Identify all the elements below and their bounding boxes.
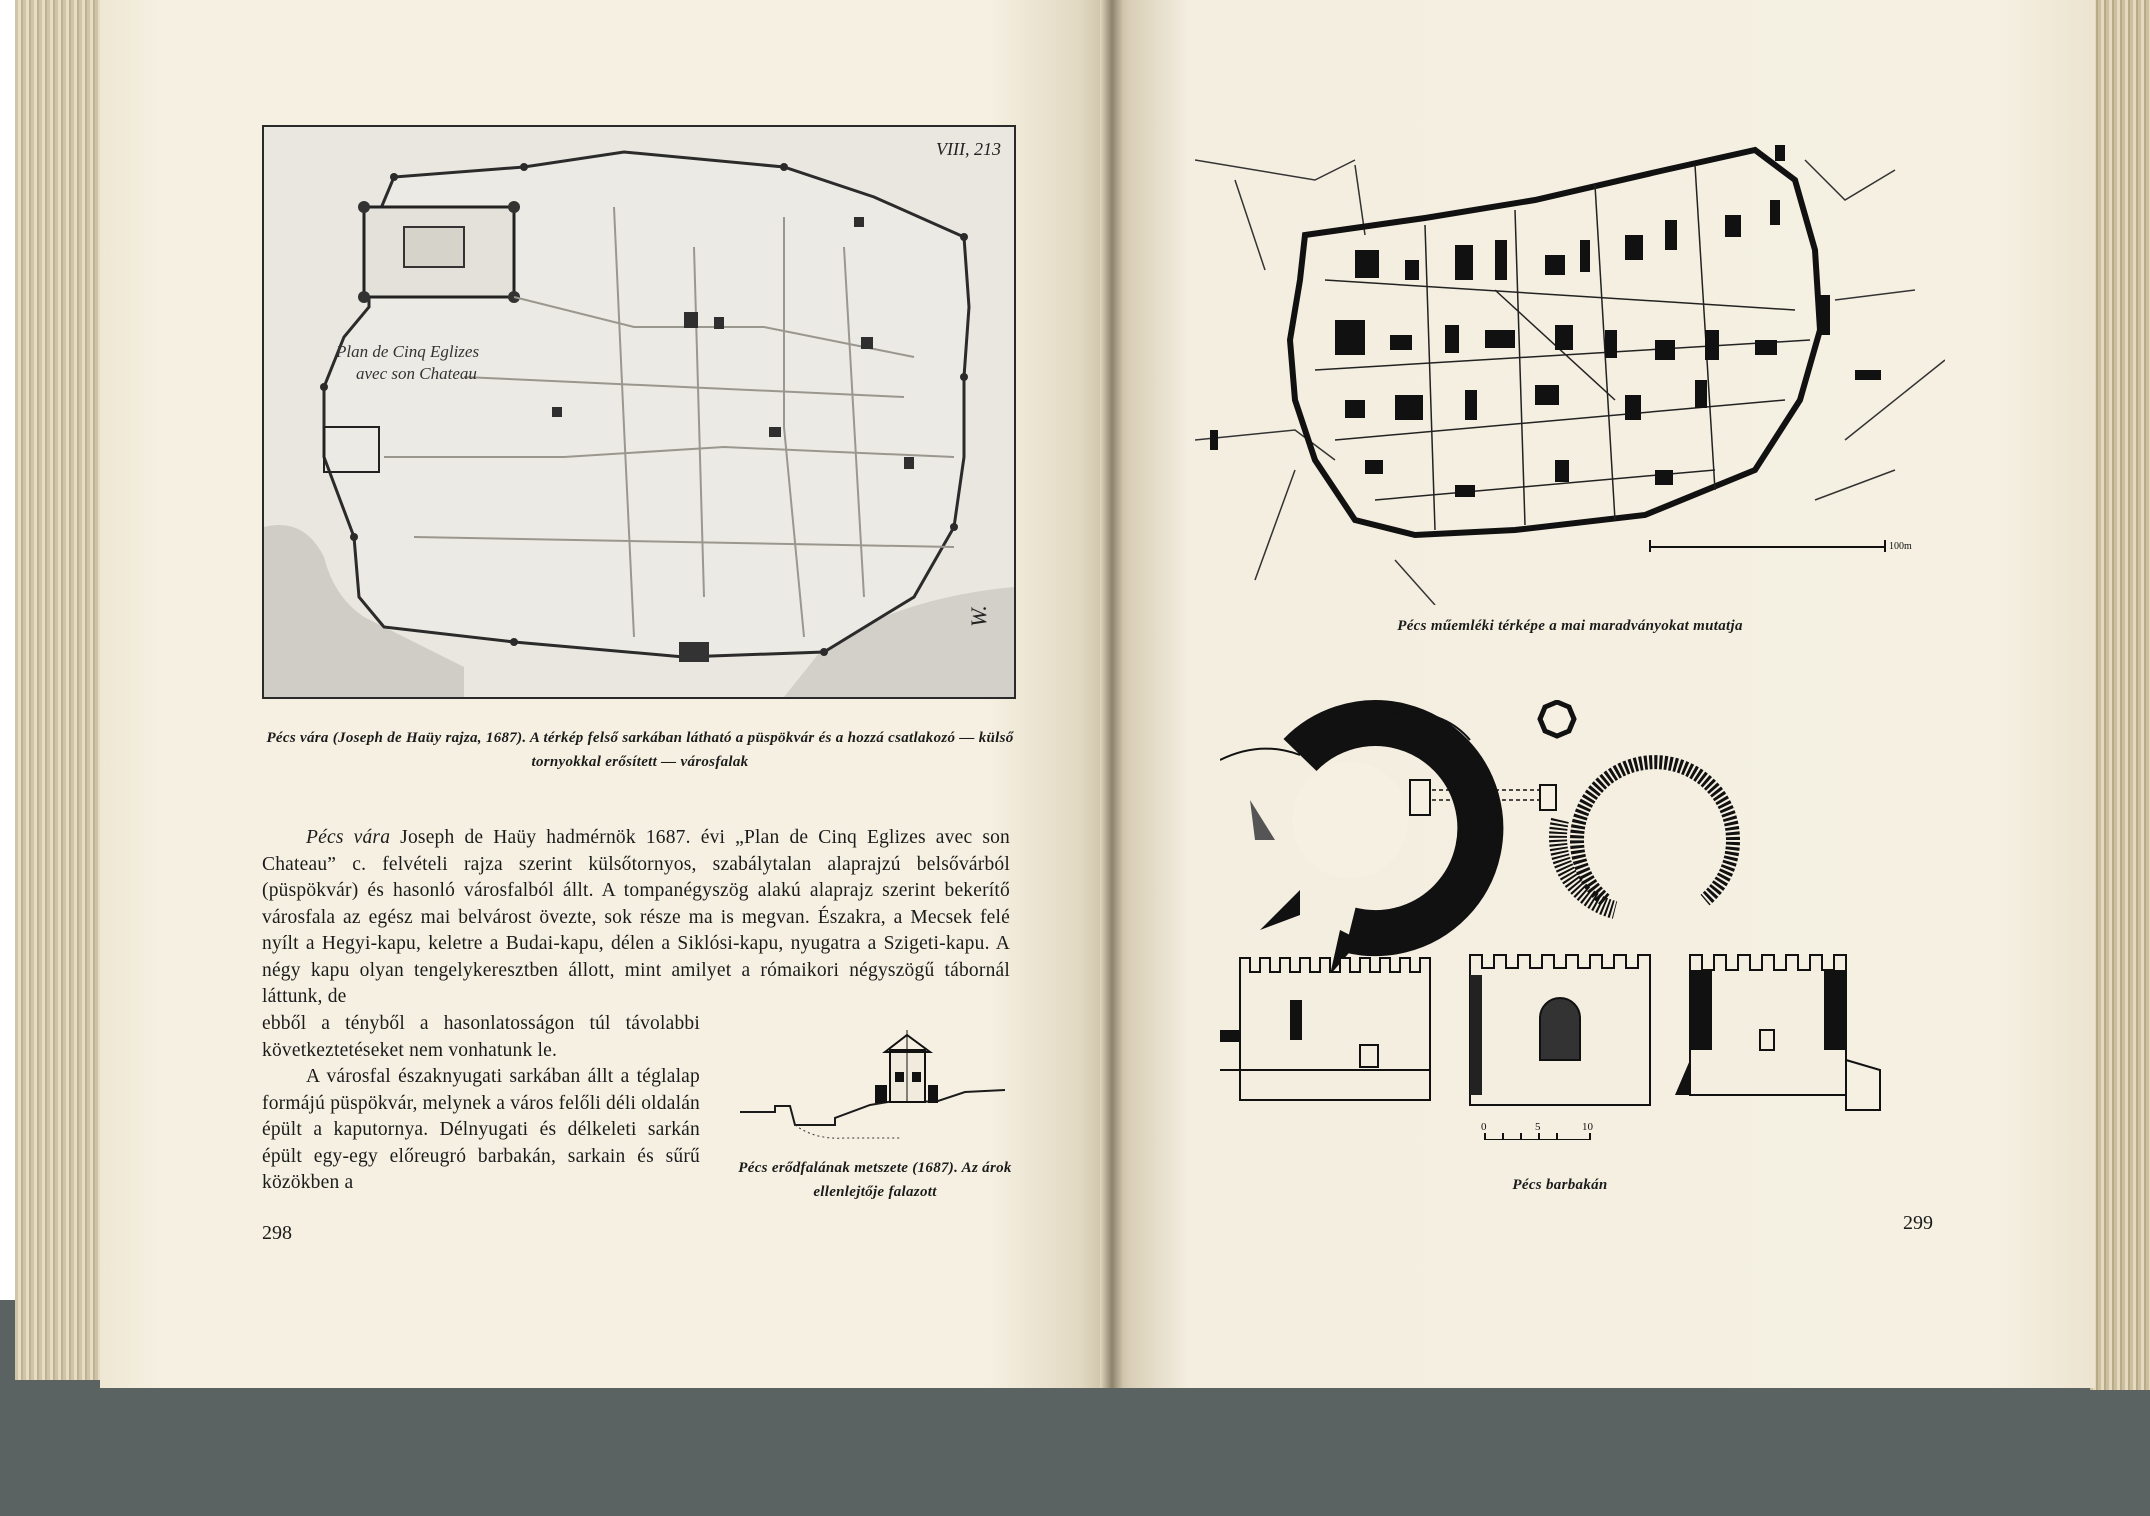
- fortress-map-drawing: [264, 127, 1014, 697]
- barbican-plan-left: [1220, 713, 1540, 975]
- fortress-wall-section-drawing: [735, 1030, 1010, 1145]
- paragraph-lead-italic: Pécs vára: [306, 827, 391, 848]
- barbican-elevation-3: [1675, 955, 1880, 1110]
- book-page-edges-left: [15, 0, 110, 1380]
- map-compass-w: W.: [966, 605, 991, 627]
- svg-text:avec son Chateau: avec son Chateau: [356, 364, 477, 383]
- book-gutter: [1100, 0, 1124, 1388]
- barbican-elevation-2: [1470, 955, 1650, 1105]
- map-handwritten-title: Plan de Cinq Eglizes: [336, 342, 480, 361]
- figure-caption-wall-section: Pécs erődfalának metszete (1687). Az árok ellenlejtője falazott: [738, 1160, 1012, 1200]
- map-archive-number: VIII, 213: [936, 139, 1001, 159]
- book-page-edges-right: [2090, 0, 2150, 1390]
- body-narrow-column: [262, 1011, 700, 1197]
- paragraph-1-continuation: ebből a tényből a hasonlatosságon túl távolabbi következtetéseket nem vonhatunk le.: [262, 1013, 700, 1061]
- body-paragraph-1: [262, 825, 1010, 1011]
- body-paragraph-2: A városfal északnyugati sarkában állt a téglalap formájú püspökvár, melynek a város felőli déli oldalán épült a kaputornya. Délnyugati és délkeleti sarkán épült egy-egy előreugró barbakán, sarkain és sűrű közökben a: [262, 1066, 700, 1193]
- page-number-left: 298: [262, 1222, 292, 1244]
- page-number-right: 299: [1903, 1212, 1933, 1234]
- figure-caption-fortress-map: Pécs vára (Joseph de Haüy rajza, 1687). A térkép felső sarkában látható a püspökvár és a hozzá csatlakozó — külső tornyokkal erősített — városfalak: [266, 730, 1014, 770]
- pecs-monument-city-map: [1195, 140, 1945, 605]
- pecs-barbican-drawings: [1220, 700, 1890, 1140]
- barbican-elevation-1: [1220, 958, 1430, 1100]
- barbican-scale-label-10: 10: [1582, 1121, 1593, 1133]
- barbican-plan-right: [1540, 762, 1733, 910]
- barbican-scale-label-5: 5: [1535, 1121, 1541, 1133]
- figure-caption-city-map: Pécs műemléki térképe a mai maradványokat mutatja: [1397, 618, 1743, 634]
- haüy-fortress-map: [262, 125, 1016, 699]
- citymap-scale-label: 100m: [1889, 541, 1912, 552]
- paragraph-1-text: Joseph de Haüy hadmérnök 1687. évi „Plan de Cinq Eglizes avec son Chateau” c. felvételi rajza szerint külsőtornyos, szabálytalan alaprajzú belsővárból (püspökvár) és hasonló városfalból állt. A tompanégyszög alakú alaprajz szerint bekerítő városfala az egész mai belvárost övezte, sok része ma is megvan. Északra, a Mecsek felé nyílt a Hegyi-kapu, keletre a Budai-kapu, délen a Siklósi-kapu, nyugatra a Szigeti-kapu. A négy kapu olyan tengelykeresztben állott, mint amilyet a rómaikori négyszögű tábornál láttunk, de: [262, 827, 1011, 1007]
- figure-caption-barbican: Pécs barbakán: [1512, 1177, 1608, 1193]
- barbican-scale-label-0: 0: [1481, 1121, 1487, 1133]
